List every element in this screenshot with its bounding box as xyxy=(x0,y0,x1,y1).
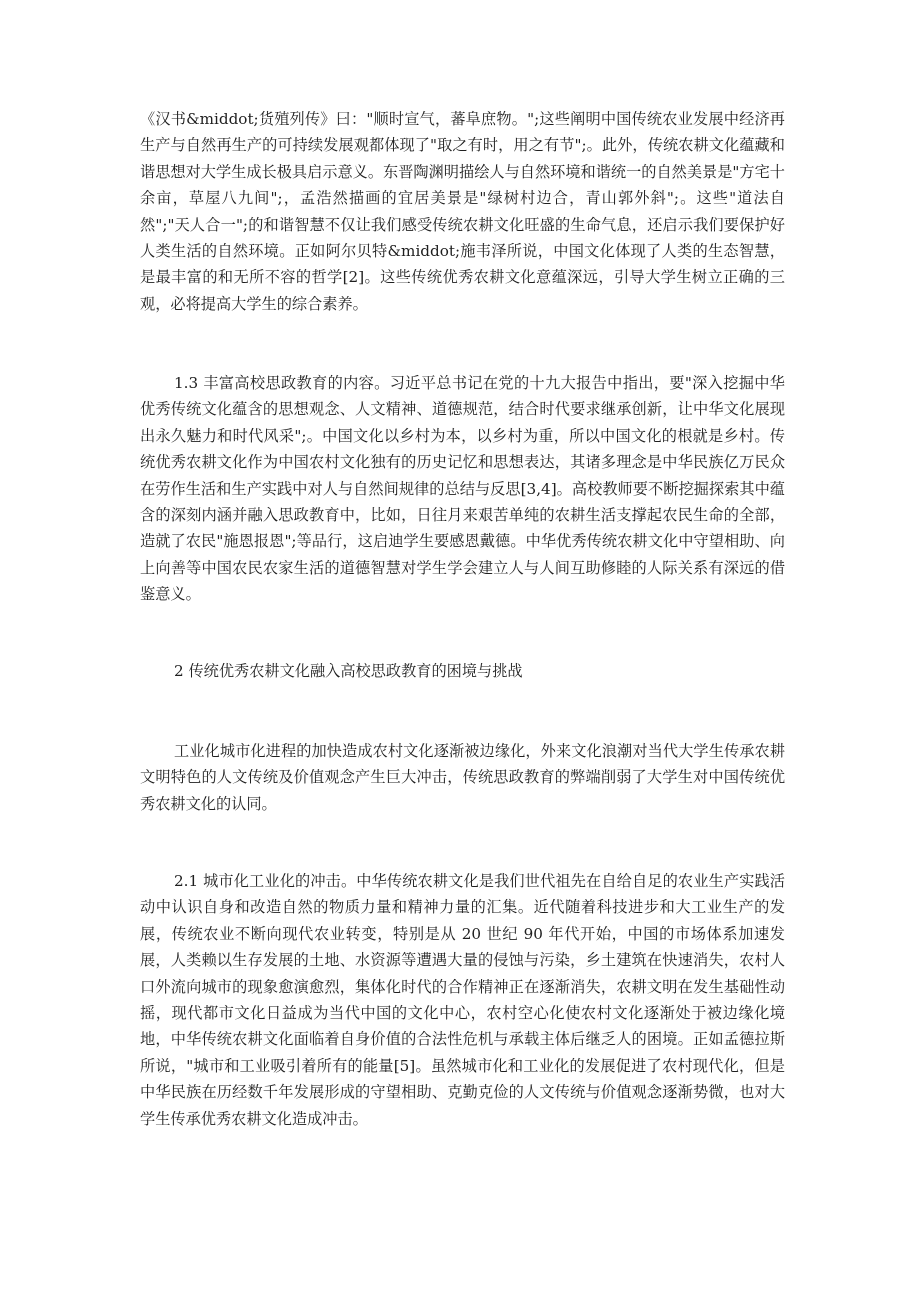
paragraph-section-2-intro: 工业化城市化进程的加快造成农村文化逐渐被边缘化，外来文化浪潮对当代大学生传承农耕文明特色的人文传统及价值观念产生巨大冲击，传统思政教育的弊端削弱了大学生对中国传统优秀农耕文化的认同。 xyxy=(140,742,785,813)
section-heading-2: 2 传统优秀农耕文化融入高校思政教育的困境与挑战 xyxy=(174,662,523,680)
paragraph-section-2-1: 2.1 城市化工业化的冲击。中华传统农耕文化是我们世代祖先在自给自足的农业生产实践活动中认识自身和改造自然的物质力量和精神力量的汇集。近代随着科技进步和大工业生产的发展，传统农业不断向现代农业转变，特别是从 20 世纪 90 年代开始，中国的市场体系加速发展，人类赖以生存发展的土地、水资源等遭遇大量的侵蚀与污染，乡土建筑在快速消失，农村人口外流向城市的现象愈演愈烈，集体化时代的合作精神正在逐渐消失，农耕文明在发生基础性动摇，现代都市文化日益成为当代中国的文化中心，农村空心化使农村文化逐渐处于被边缘化境地，中华传统农耕文化面临着自身价值的合法性危机与承载主体后继乏人的困境。正如孟德拉斯所说，"城市和工业吸引着所有的能量[5]。虽然城市化和工业化的发展促进了农村现代化，但是中华民族在历经数千年发展形成的守望相助、克勤克俭的人文传统与价值观念逐渐势微，也对大学生传承优秀农耕文化造成冲击。 xyxy=(140,872,785,1128)
paragraph-section-1-3: 1.3 丰富高校思政教育的内容。习近平总书记在党的十九大报告中指出，要"深入挖掘中华优秀传统文化蕴含的思想观念、人文精神、道德规范，结合时代要求继承创新，让中华文化展现出永久魅力和时代风采";。中国文化以乡村为本，以乡村为重，所以中国文化的根就是乡村。传统优秀农耕文化作为中国农村文化独有的历史记忆和思想表达，其诸多理念是中华民族亿万民众在劳作生活和生产实践中对人与自然间规律的总结与反思[3,4]。高校教师要不断挖掘探索其中蕴含的深刻内涵并融入思政教育中，比如，日往月来艰苦单纯的农耕生活支撑起农民生命的全部，造就了农民"施恩报恩";等品行，这启迪学生要感恩戴德。中华优秀传统农耕文化中守望相助、向上向善等中国农民农家生活的道德智慧对学生学会建立人与人间互助修睦的人际关系有深远的借鉴意义。 xyxy=(140,374,785,604)
paragraph-intro: 《汉书&middot;货殖列传》曰："顺时宣气，蕃阜庶物。";这些阐明中国传统农业发展中经济再生产与自然再生产的可持续发展观都体现了"取之有时，用之有节";。此外，传统农耕文化蕴藏和谐思想对大学生成长极具启示意义。东晋陶渊明描绘人与自然环境和谐统一的自然美景是"方宅十余亩，草屋八九间";，孟浩然描画的宜居美景是"绿树村边合，青山郭外斜";。这些"道法自然";"天人合一";的和谐智慧不仅让我们感受传统农耕文化旺盛的生命气息，还启示我们要保护好人类生活的自然环境。正如阿尔贝特&middot;施韦泽所说，中国文化体现了人类的生态智慧，是最丰富的和无所不容的哲学[2]。这些传统优秀农耕文化意蕴深远，引导大学生树立正确的三观，必将提高大学生的综合素养。 xyxy=(140,110,785,313)
